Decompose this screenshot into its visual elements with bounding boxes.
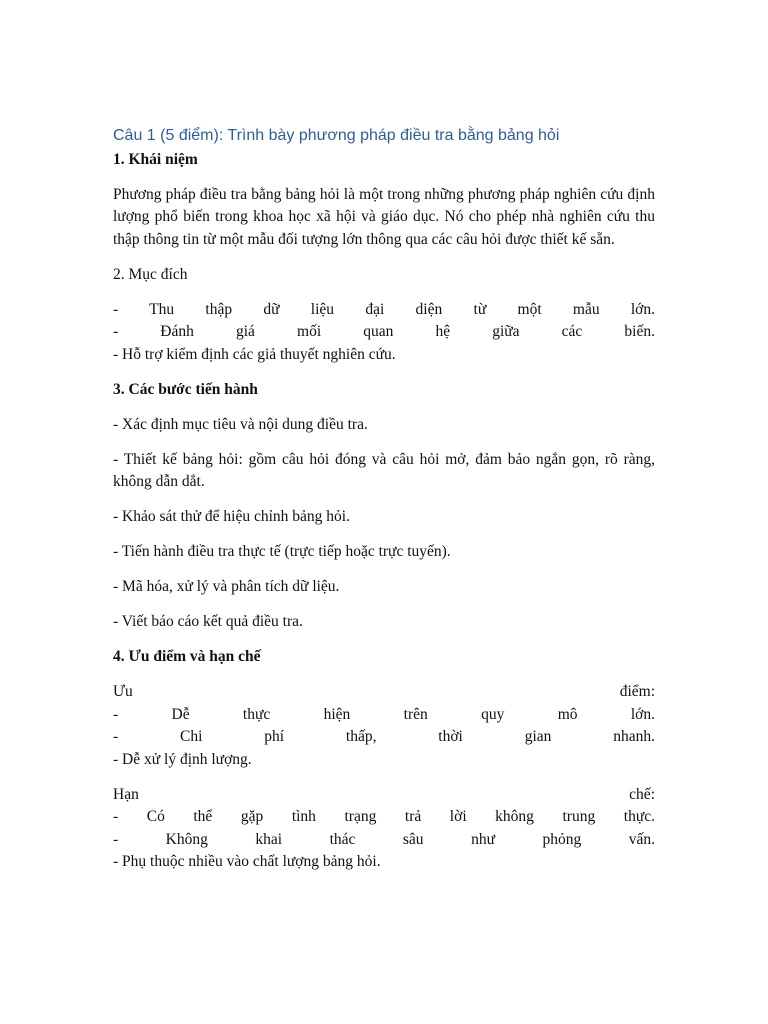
section-3-heading: 3. Các bước tiến hành <box>113 380 258 398</box>
document-content <box>113 125 655 886</box>
section-4-heading: 4. Ưu điểm và hạn chế <box>113 648 261 665</box>
list-item: - Tiến hành điều tra thực tế (trực tiếp hoặc trực tuyến). <box>113 543 451 560</box>
list-item: - Viết báo cáo kết quả điều tra. <box>113 613 303 630</box>
list-item: - Chi phí thấp, thời gian nhanh. <box>113 728 655 745</box>
list-item: - Khảo sát thử để hiệu chỉnh bảng hỏi. <box>113 508 350 525</box>
list-item: - Hỗ trợ kiểm định các giả thuyết nghiên cứu. <box>113 345 396 363</box>
section-1-paragraph: Phương pháp điều tra bằng bảng hỏi là một trong những phương pháp nghiên cứu định lượng phổ biến trong khoa học xã hội và giáo dục. Nó cho phép nhà nghiên cứu thu thập thông tin từ một mẫu đối tượng lớn thông qua các câu hỏi được thiết kế sẵn. <box>113 185 655 248</box>
section-2-list <box>113 299 655 367</box>
list-item: - Đánh giá mối quan hệ giữa các biến. <box>113 323 655 340</box>
list-item: - Dễ thực hiện trên quy mô lớn. <box>113 705 655 723</box>
cons-block <box>113 784 655 874</box>
list-item: - Xác định mục tiêu và nội dung điều tra. <box>113 415 368 433</box>
list-item: - Mã hóa, xử lý và phân tích dữ liệu. <box>113 578 340 595</box>
list-item: - Phụ thuộc nhiều vào chất lượng bảng hỏi. <box>113 853 381 870</box>
list-item: - Thu thập dữ liệu đại diện từ một mẫu lớn. <box>113 300 655 318</box>
pros-block <box>113 681 655 771</box>
section-1-heading: 1. Khái niệm <box>113 151 198 168</box>
list-item: - Có thể gặp tình trạng trả lời không trung thực. <box>113 808 655 825</box>
cons-label: Hạn chế: <box>113 785 655 803</box>
list-item: - Dễ xử lý định lượng. <box>113 750 252 768</box>
pros-label: Ưu điểm: <box>113 683 655 700</box>
list-item: - Không khai thác sâu như phỏng vấn. <box>113 830 655 848</box>
question-title: Câu 1 (5 điểm): Trình bày phương pháp điều tra bằng bảng hỏi <box>113 127 560 144</box>
section-2-heading: 2. Mục đích <box>113 265 188 283</box>
list-item: - Thiết kế bảng hỏi: gồm câu hỏi đóng và câu hỏi mở, đảm bảo ngắn gọn, rõ ràng, không dẫn dắt. <box>113 450 655 490</box>
